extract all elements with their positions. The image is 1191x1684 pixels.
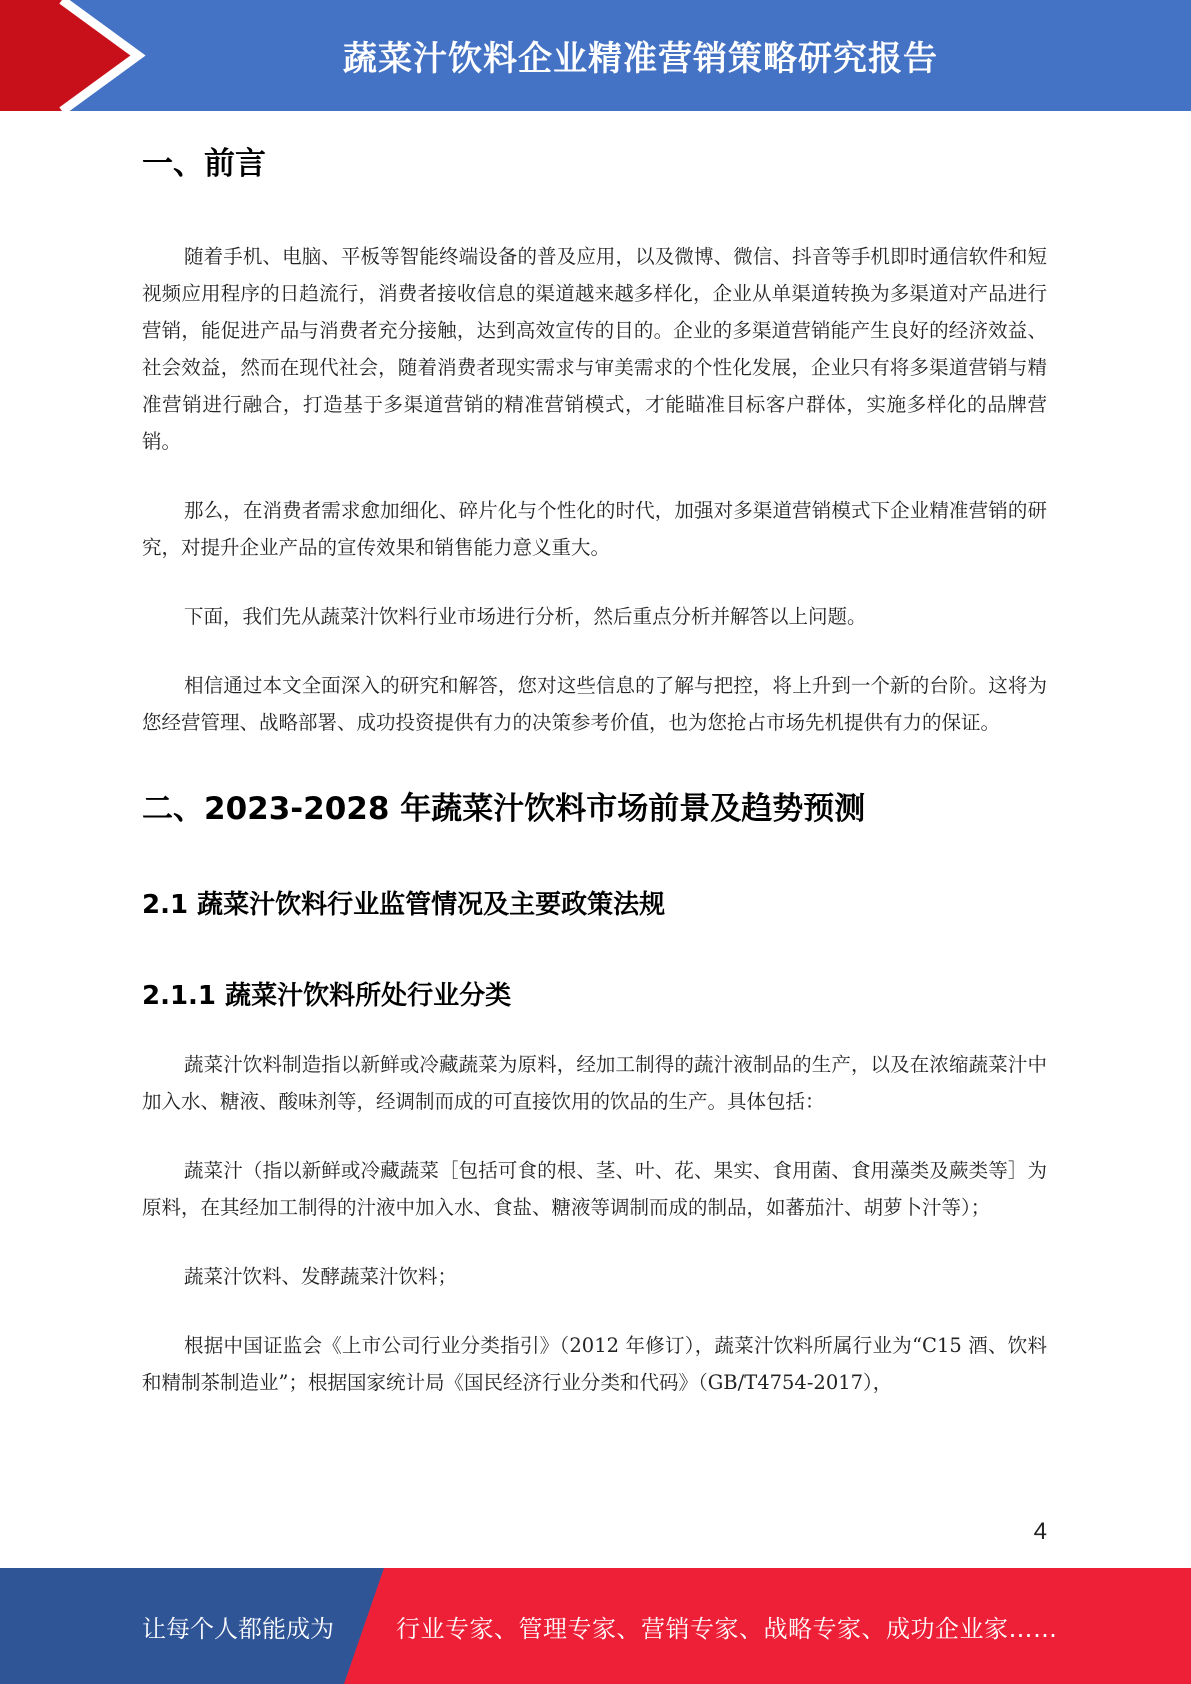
footer-slogan-right: 行业专家、管理专家、营销专家、战略专家、成功企业家…… [396,1614,1058,1643]
header-arrow-decoration [0,0,160,111]
paragraph: 蔬菜汁饮料、发酵蔬菜汁饮料； [184,1265,458,1288]
paragraph: 蔬菜汁饮料制造指以新鲜或冷藏蔬菜为原料，经加工制得的蔬汁液制品的生产，以及在浓缩蔬菜汁中加入水、糖液、酸味剂等，经调制而成的可直接饮用的饮品的生产。具体包括： [142,1053,1047,1113]
paragraph: 相信通过本文全面深入的研究和解答，您对这些信息的了解与把控，将上升到一个新的台阶。这将为您经营管理、战略部署、成功投资提供有力的决策参考价值，也为您抢占市场先机提供有力的保证。 [142,674,1047,734]
paragraph: 根据中国证监会《上市公司行业分类指引》（2012 年修订），蔬菜汁饮料所属行业为“C15 酒、饮料和精制茶制造业”；根据国家统计局《国民经济行业分类和代码》（GB/T4754-2017）， [142,1334,1047,1394]
paragraph: 蔬菜汁（指以新鲜或冷藏蔬菜［包括可食的根、茎、叶、花、果实、食用菌、食用藻类及蕨类等］为原料，在其经加工制得的汁液中加入水、食盐、糖液等调制而成的制品，如蕃茄汁、胡萝卜汁等）； [142,1159,1047,1219]
subsection-heading: 2.1.1 蔬菜汁饮料所处行业分类 [142,981,512,1011]
report-title: 蔬菜汁饮料企业精准营销策略研究报告 [343,39,938,79]
section-heading-intro: 一、前言 [142,146,266,182]
paragraph: 那么，在消费者需求愈加细化、碎片化与个性化的时代，加强对多渠道营销模式下企业精准营销的研究，对提升企业产品的宣传效果和销售能力意义重大。 [142,499,1047,559]
section-heading-forecast: 二、2023-2028 年蔬菜汁饮料市场前景及趋势预测 [142,791,866,827]
footer-slogan-left: 让每个人都能成为 [142,1614,334,1643]
arrow-red-fill [0,0,138,111]
footer-bar [0,1568,1191,1684]
document-body [142,138,1047,1401]
header-bar [0,0,1191,111]
paragraph: 下面，我们先从蔬菜汁饮料行业市场进行分析，然后重点分析并解答以上问题。 [184,605,867,628]
subsection-heading: 2.1 蔬菜汁饮料行业监管情况及主要政策法规 [142,890,666,920]
paragraph: 随着手机、电脑、平板等智能终端设备的普及应用，以及微博、微信、抖音等手机即时通信软件和短视频应用程序的日趋流行，消费者接收信息的渠道越来越多样化，企业从单渠道转换为多渠道对产品进行营销，能促进产品与消费者充分接触，达到高效宣传的目的。企业的多渠道营销能产生良好的经济效益、社会效益，然而在现代社会，随着消费者现实需求与审美需求的个性化发展，企业只有将多渠道营销与精准营销进行融合，打造基于多渠道营销的精准营销模式，才能瞄准目标客户群体，实施多样化的品牌营销。 [142,245,1047,453]
page-number: 4 [1033,1518,1047,1545]
